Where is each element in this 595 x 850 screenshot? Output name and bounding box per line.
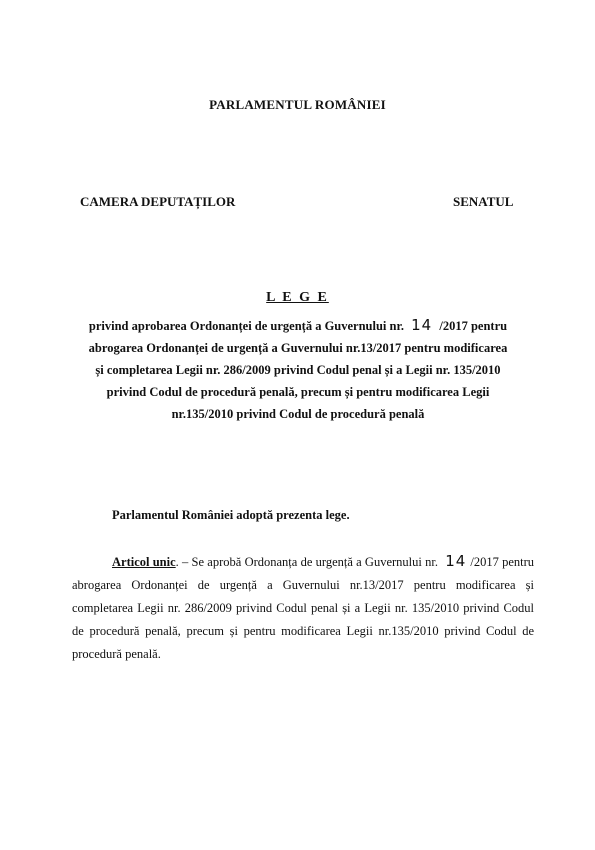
law-title: L E G E [266, 290, 329, 305]
parliament-heading: PARLAMENTUL ROMÂNIEI [209, 97, 386, 112]
law-subject-line1-post: /2017 [439, 319, 468, 333]
article-body: /2017 pentru abrogarea Ordonanței de urgență a Guvernului nr.13/2017 pentru modificarea și completarea Legii nr. 286/2009 privind Codul penal și a Legii nr. 135/2010 privind Codul de procedură penală, precum și pentru modificarea Legii nr.135/2010 privind Codul de procedură penală. [72, 555, 535, 661]
single-article [72, 550, 534, 666]
law-subject-rest: pentru abrogarea Ordonanței de urgență a Guvernului nr.13/2017 pentru modificarea și completarea Legii nr. 286/2009 privind Codul penal și a Legii nr. 135/2010 privind Codul de procedură penală, precum și pentru modificarea Legii nr.135/2010 privind Codul de procedură penală [88, 319, 508, 421]
chamber-deputies-heading: CAMERA DEPUTAȚILOR [80, 194, 236, 209]
article-label-suffix: . – Se aprobă Ordonanța de urgență a Guvernului nr. [175, 555, 438, 569]
law-subject-line1-pre: privind aprobarea Ordonanței de urgență a Guvernului nr. [88, 319, 405, 333]
handwritten-ordinance-number: 14 [411, 316, 433, 334]
article-handwritten-number: 14 [445, 552, 467, 570]
law-subject [88, 314, 508, 425]
article-label: Articol unic [112, 555, 176, 569]
senate-heading: SENATUL [453, 194, 514, 209]
adoption-statement: Parlamentul României adoptă prezenta lege. [112, 508, 350, 522]
